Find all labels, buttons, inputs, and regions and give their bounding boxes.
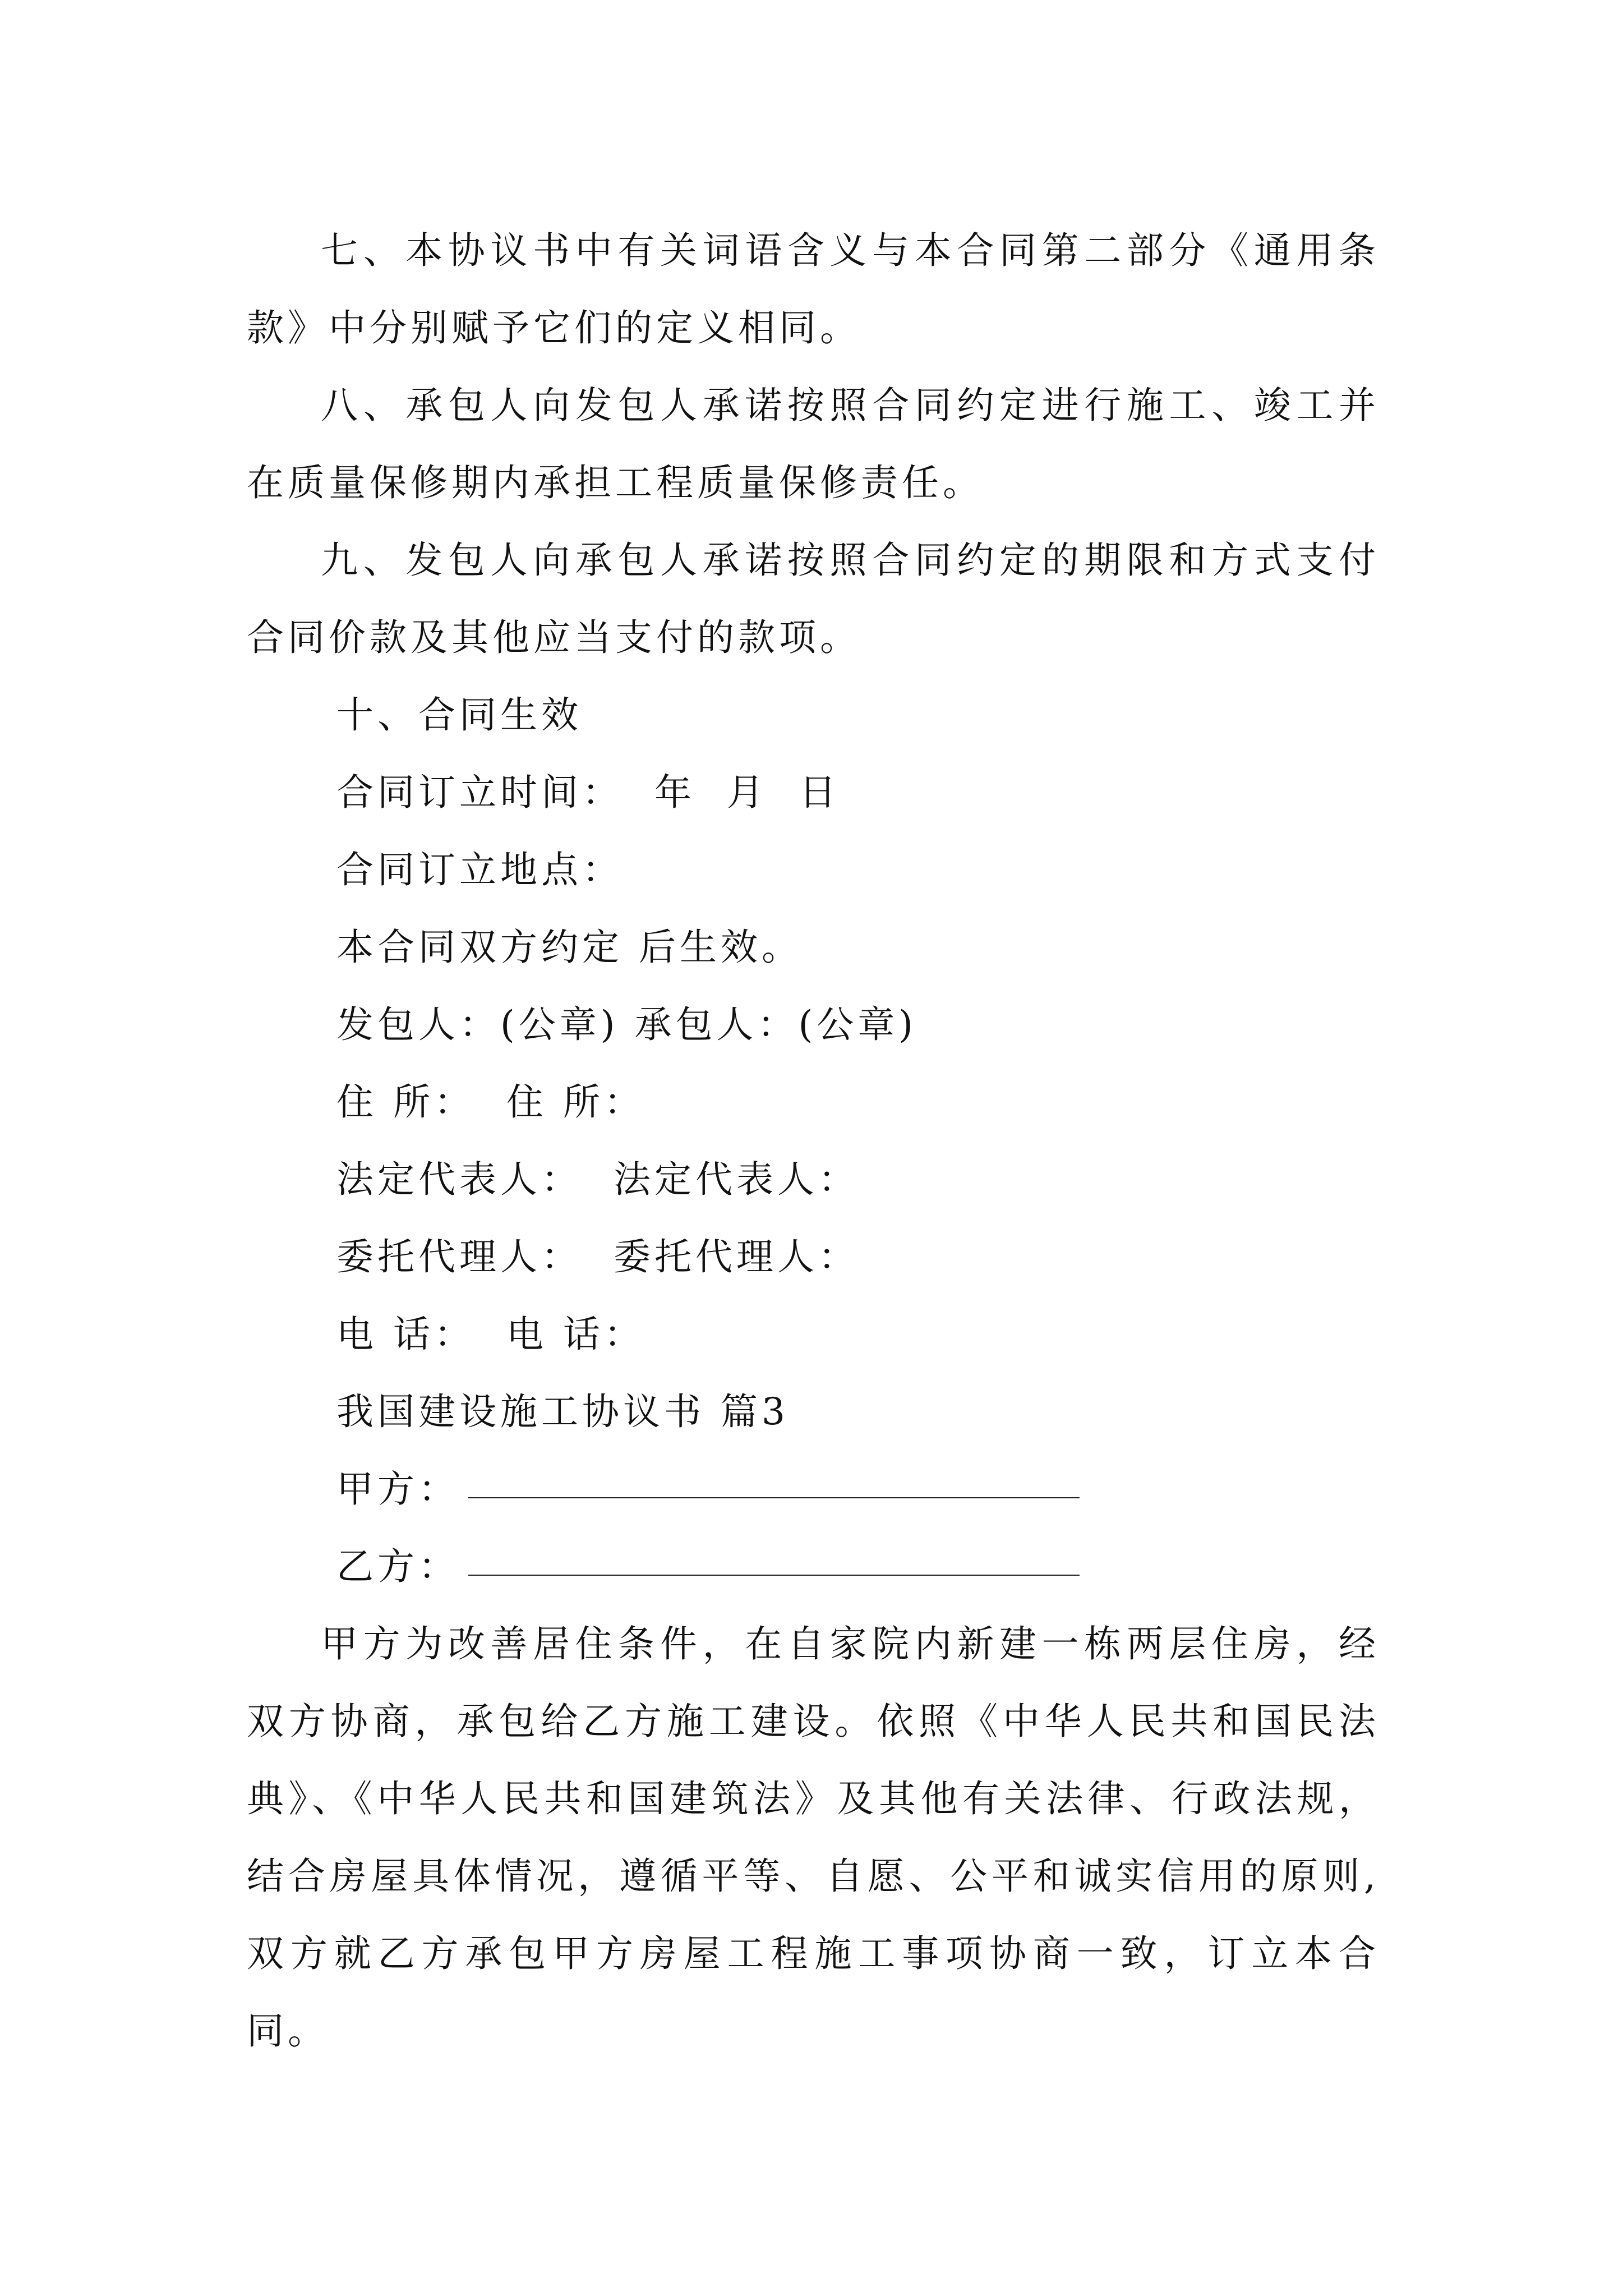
party-b-blank [468,1575,1080,1576]
party-b-label: 乙方： [336,1545,459,1588]
contract-parties-seal-line: 发包人：(公章) 承包人：(公章) [336,1003,917,1046]
contract-effective-line: 本合同双方约定 后生效。 [336,926,803,969]
clause-ten-title: 十、合同生效 [336,693,582,737]
section-title: 我国建设施工协议书 篇3 [336,1390,789,1433]
clause-eight: 八、承包人向发包人承诺按照合同约定进行施工、竣工并在质量保修期内承担工程质量保修责任。 [247,384,1380,504]
document-body [247,212,1380,2070]
contract-legal-rep-line: 法定代表人： 法定代表人： [336,1158,859,1201]
party-b-line [247,1528,1380,1605]
contract-date-line: 合同订立时间： 年 月 日 [336,771,840,814]
clause-seven: 七、本协议书中有关词语含义与本合同第二部分《通用条款》中分别赋予它们的定义相同。 [247,229,1380,349]
contract-address-line: 住 所： 住 所： [336,1080,645,1124]
party-a-line [247,1451,1380,1528]
contract-agent-line: 委托代理人： 委托代理人： [336,1235,859,1278]
section-intro-paragraph: 甲方为改善居住条件，在自家院内新建一栋两层住房，经双方协商，承包给乙方施工建设。依照《中华人民共和国民法典》、《中华人民共和国建筑法》及其他有关法律、行政法规，结合房屋具体情况，遵循平等、自愿、公平和诚实信用的原则,双方就乙方承包甲方房屋工程施工事项协商一致，订立本合同。 [247,1622,1380,2053]
party-a-blank [468,1497,1080,1498]
contract-phone-line: 电 话： 电 话： [336,1313,645,1356]
clause-nine: 九、发包人向承包人承诺按照合同约定的期限和方式支付合同价款及其他应当支付的款项。 [247,539,1380,659]
contract-place-line: 合同订立地点： [336,848,623,891]
party-a-label: 甲方： [336,1467,459,1511]
